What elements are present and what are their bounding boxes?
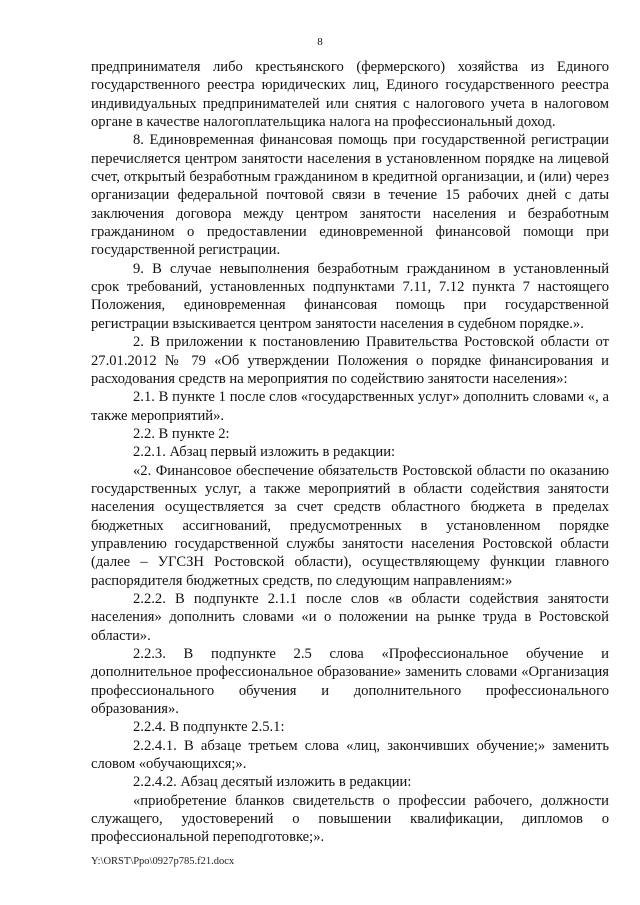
paragraph-section-2: 2. В приложении к постановлению Правительства Ростовской области от 27.01.2012 № 79 «Об утверждении Положения о порядке финансирования и расходования средств на мероприятия по содействию занятости населения»: [91, 334, 609, 387]
document-body [91, 58, 609, 847]
page-number: 8 [317, 36, 323, 48]
paragraph-2-2-4: 2.2.4. В подпункте 2.5.1: [133, 719, 285, 736]
paragraph-item-9: 9. В случае невыполнения безработным гражданином в установленный срок требований, установленных подпунктами 7.11, 7.12 пункта 7 настоящего Положения, единовременная финансовая помощь при государственной регистрации взыскивается центром занятости населения в судебном порядке.». [91, 260, 609, 332]
paragraph-item-8: 8. Единовременная финансовая помощь при государственной регистрации перечисляется центром занятости населения в установленном порядке на лицевой счет, открытый безработным гражданином в кредитной организации, и (или) через организации федеральной почтовой связи в течение 15 рабочих дней с даты заключения договора между центром занятости населения и безработным гражданином о предоставлении единовременной финансовой помощи при государственной регистрации. [91, 132, 609, 259]
paragraph-2-2-4-1: 2.2.4.1. В абзаце третьем слова «лиц, закончивших обучение;» заменить словом «обучающихся;». [91, 737, 609, 773]
paragraph-continuation: предпринимателя либо крестьянского (фермерского) хозяйства из Единого государственного реестра юридических лиц, Единого государственного реестра индивидуальных предпринимателей или снятия с налогового учета в налоговом органе в качестве налогоплательщика налога на профессиональный доход. [91, 59, 609, 131]
paragraph-2-2: 2.2. В пункте 2: [133, 425, 230, 442]
paragraph-2-1: 2.1. В пункте 1 после слов «государственных услуг» дополнить словами «, а также мероприятий». [91, 389, 609, 424]
footer-file-path: Y:\ORST\Ppo\0927p785.f21.docx [91, 856, 235, 867]
paragraph-2-2-4-2: 2.2.4.2. Абзац десятый изложить в редакции: [133, 774, 412, 791]
paragraph-2-2-2: 2.2.2. В подпункте 2.1.1 после слов «в области содействия занятости населения» дополнить словами «и о положении на рынке труда в Ростовской области». [91, 590, 609, 644]
paragraph-2-2-1: 2.2.1. Абзац первый изложить в редакции: [133, 444, 396, 461]
paragraph-quoted-item-2: «2. Финансовое обеспечение обязательств Ростовской области по оказанию государственных услуг, а также мероприятий в области содействия занятости населения осуществляется за счет средств областного бюджета в пределах бюджетных ассигнований, предусмотренных в установленном порядке управлению государственной службы занятости населения Ростовской области (далее – УГСЗН Ростовской области), осуществляющему функции главного распорядителя бюджетных средств, по следующим направлениям:» [91, 462, 609, 589]
paragraph-quoted-acquisition: «приобретение бланков свидетельств о профессии рабочего, должности служащего, удостоверений о повышении квалификации, дипломов о профессиональной переподготовке;». [91, 792, 609, 846]
paragraph-2-2-3: 2.2.3. В подпункте 2.5 слова «Профессиональное обучение и дополнительное профессиональное образование» заменить словами «Организация профессионального обучения и дополнительного профессионального образования». [91, 646, 609, 718]
